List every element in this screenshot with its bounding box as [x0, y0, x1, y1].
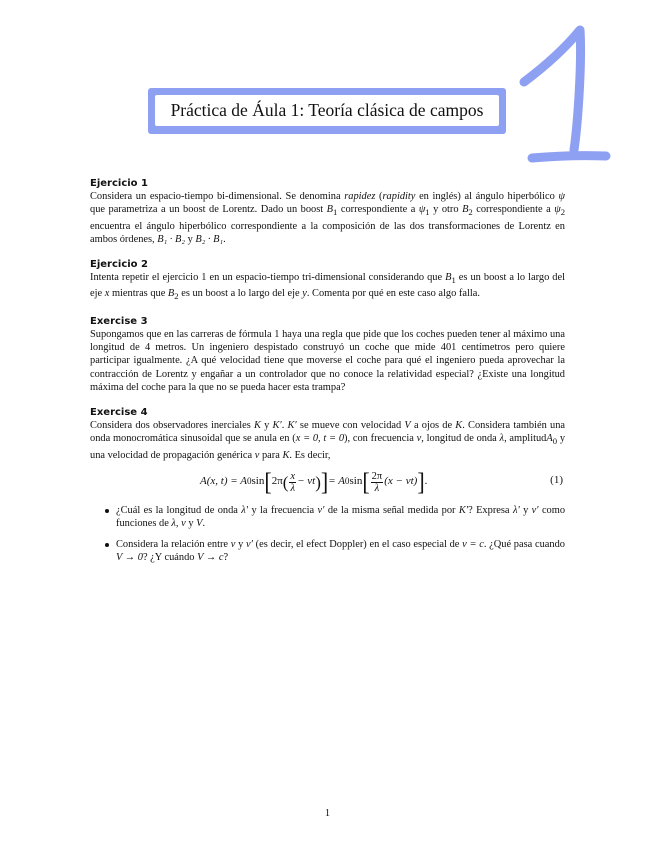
chapter-number-text: 1 [561, 104, 569, 115]
question-list [90, 504, 565, 565]
page-number: 1 [324, 808, 331, 819]
wave-equation [90, 466, 565, 498]
bullet-icon [105, 543, 109, 547]
page-title: Práctica de Áula 1: Teoría clásica de campos [155, 95, 499, 126]
exercise-3-heading: Exercise 3 [90, 315, 148, 327]
chapter-number-graphic [510, 22, 620, 172]
exercise-4-heading: Exercise 4 [90, 406, 148, 418]
exercise-list [90, 177, 565, 572]
equation-number: (1) [550, 474, 563, 486]
exercise-4-body: Considera dos observadores inerciales K y K′. K′ se mueve con velocidad V a ojos de K. Considera también una onda monocromática sinusoidal que se anula en (x = 0, t = 0), con frecuencia ν, longitud de onda λ, amplitudA$_0$ y una velocidad de propagación genérica v para K. Es decir, [90, 419, 566, 461]
bullet-icon [105, 509, 109, 513]
list-item: Considera la relación entre ν y ν′ (es decir, el efect Doppler) en el caso especial de v = c. ¿Qué pasa cuando V → 0? ¿Y cuándo V → c? [90, 538, 565, 565]
title-box [148, 88, 506, 134]
exercise-2-body: Intenta repetir el ejercicio 1 en un espacio-tiempo tri-dimensional considerando que $B_1$ es un boost a lo largo del eje x mientras que $B_2$ es un boost a lo largo del eje y. Comenta por qué en este caso algo falla. [90, 271, 565, 302]
list-item: ¿Cuál es la longitud de onda λ′ y la frecuencia ν′ de la misma señal medida por K′? Expresa λ′ y ν′ como funciones de λ, ν y V. [90, 504, 565, 531]
exercise-1-body: Considera un espacio-tiempo bi-dimensional. Se denomina rapidez (rapidity en inglés) al ángulo hiperbólico ψ que parametriza a un boost de Lorentz. Dado un boost $B_1$ correspondiente a $\psi_1$ y otro $B_2$ correspondiente a $\psi_2$ encuentra el ángulo hiperbólico correspondiente a la composición de las dos transformaciones de Lorentz en ambos órdenes, B₁ · B₂ y B₂ · B₁. [90, 191, 566, 246]
exercise-1-heading: Ejercicio 1 [90, 178, 148, 189]
exercise-2-heading: Ejercicio 2 [90, 258, 148, 270]
equation-body: A(x, t) = A 0 sin [ 2π ( $\frac{x}{\lambda}$ − νt ) ] = A 0 sin [ $\frac{2\pi}{\lambda}$ (x − vt) ] . [200, 467, 428, 496]
exercise-3-body: Supongamos que en las carreras de fórmula 1 haya una regla que pide que los coches pueden tener al máximo una longitud de 4 metros. Un ingeniero despistado construyó un coche que mide 401 centímetros pero quiere participar igualmente. ¿A qué velocidad tiene que moverse el coche para qué el ingeniero pueda aprovechar la contracción de Lorentz y engañar a un controlador que no conoce la relatividad especial? ¿Existe una longitud máxima del coche para la que no se pueda hacer esta trampa? [90, 328, 565, 394]
